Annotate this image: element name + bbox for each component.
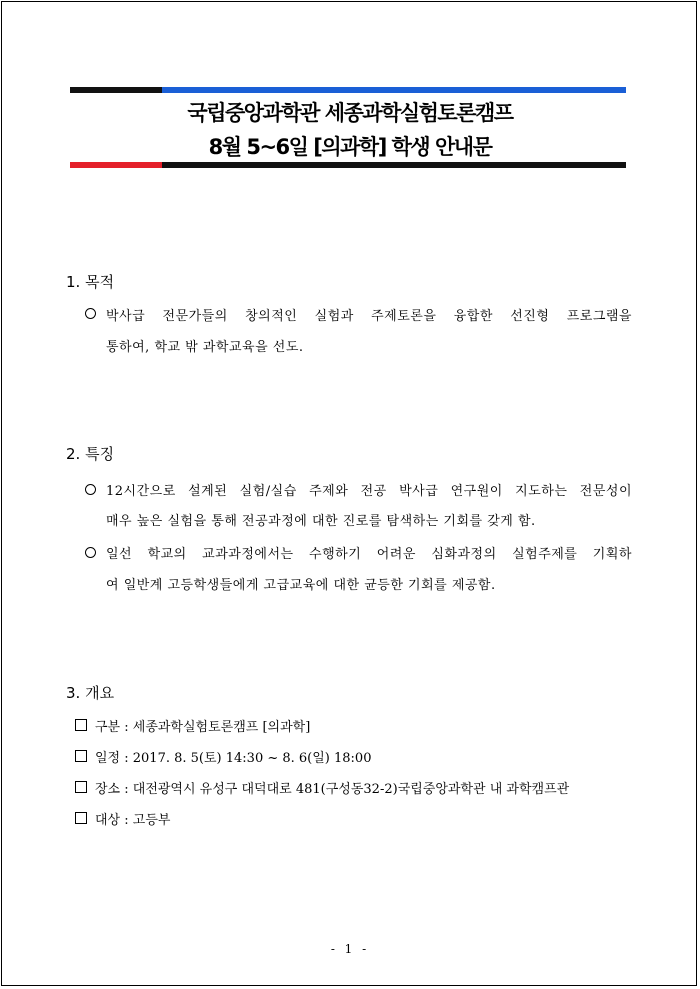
overview-item-schedule: 일정 : 2017. 8. 5(토) 14:30 ~ 8. 6(일) 18:00 bbox=[95, 751, 372, 766]
header-top-bar-blue bbox=[162, 87, 626, 93]
feature1-text-line1: 12시간으로 설계된 실험/실습 주제와 전공 박사급 연구원이 지도하는 전문성이 bbox=[106, 484, 632, 499]
document-title-line2: 8월 5~6일 [의과학] 학생 안내문 bbox=[208, 135, 492, 159]
bullet-circle-icon bbox=[85, 547, 96, 558]
overview-item-location: 장소 : 대전광역시 유성구 대덕대로 481(구성동32-2)국립중앙과학관 내 과학캠프관 bbox=[95, 782, 570, 797]
section-heading-overview: 3. 개요 bbox=[66, 684, 115, 702]
purpose-text-line1: 박사급 전문가들의 창의적인 실험과 주제토론을 융합한 선진형 프로그램을 bbox=[106, 309, 632, 324]
document-title-line1: 국립중앙과학관 세종과학실험토론캠프 bbox=[187, 101, 513, 125]
header-bottom-bar-black bbox=[162, 162, 626, 168]
checkbox-square-icon bbox=[75, 781, 87, 793]
section-heading-purpose: 1. 목적 bbox=[66, 273, 115, 291]
page-number: - 1 - bbox=[330, 942, 370, 956]
feature1-text-line2: 매우 높은 실험을 통해 전공과정에 대한 진로를 탐색하는 기회를 갖게 함. bbox=[106, 514, 536, 529]
feature2-text-line2: 여 일반계 고등학생들에게 고급교육에 대한 균등한 기회를 제공함. bbox=[106, 578, 496, 593]
overview-item-category: 구분 : 세종과학실험토론캠프 [의과학] bbox=[95, 720, 311, 735]
bullet-circle-icon bbox=[85, 308, 96, 319]
overview-item-target: 대상 : 고등부 bbox=[95, 813, 171, 828]
feature2-text-line1: 일선 학교의 교과과정에서는 수행하기 어려운 심화과정의 실험주제를 기획하 bbox=[106, 547, 632, 562]
header-bottom-bar-red bbox=[70, 162, 162, 168]
bullet-circle-icon bbox=[85, 484, 96, 495]
header-top-bar-black bbox=[70, 87, 162, 93]
section-heading-features: 2. 특징 bbox=[66, 445, 115, 463]
checkbox-square-icon bbox=[75, 719, 87, 731]
checkbox-square-icon bbox=[75, 812, 87, 824]
checkbox-square-icon bbox=[75, 750, 87, 762]
purpose-text-line2: 통하여, 학교 밖 과학교육을 선도. bbox=[106, 340, 304, 355]
